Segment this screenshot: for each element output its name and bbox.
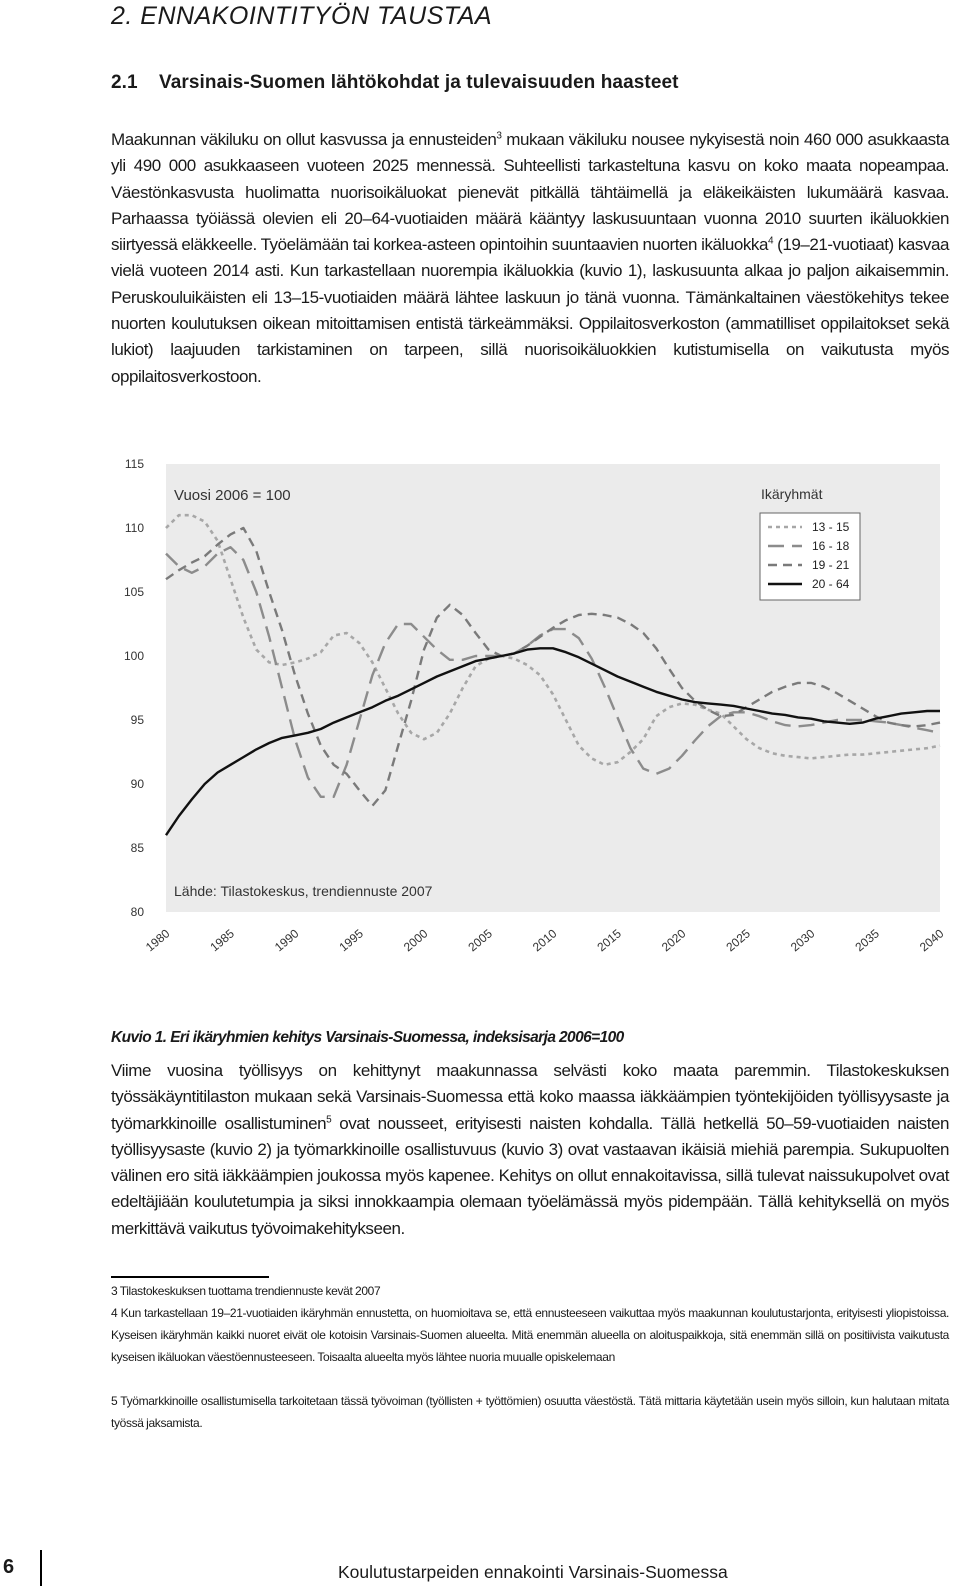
para1-text-c: (19–21-vuotiaat) kasvaa vielä vuoteen 2014 asti. Kun tarkastellaan nuorempia ikäluokkia (kuvio 1), laskusuunta alkaa jo paljon aikaisemmin. Peruskouluikäisten eli 13–15-vuotiaiden määrä lähtee laskuun jo tänä vuonna. Tämänkaltainen väestökehitys tekee nuorten koulutuksen oikean mitoittamisen entistä tärkeämmäksi. Oppilaitosverkoston (ammatilliset oppilaitokset sekä lukiot) laajuuden tarkistaminen on tarpeen, sillä nuorisoikäluokkien kutistumisella on vaikutusta myös oppilaitosverkostoon. (111, 235, 949, 386)
footnote-4: 4 Kun tarkastellaan 19–21-vuotiaiden ikäryhmän ennustetta, on huomioitava se, että ennusteeseen vaikuttaa myös maakunnan koulutustarjonta, erityisesti yliopistoissa. Kyseisen ikäryhmän kaikki nuoret eivät ole kotoisin Varsinais-Suomen alueelta. Mitä enemmän alueella on aloituspaikkoja, sitä enemmän sillä on positiivista vaikutusta kyseisen ikäluokan väestöennusteeseen. Toisaalta alueelta myös lähtee nuoria muualle opiskelemaan (111, 1306, 949, 1364)
x-tick-label: 1985 (207, 926, 237, 955)
legend-label: 13 - 15 (812, 520, 850, 534)
y-tick-label: 115 (124, 457, 144, 471)
chart-source: Lähde: Tilastokeskus, trendiennuste 2007 (174, 883, 433, 899)
x-tick-label: 2035 (852, 926, 882, 955)
legend-label: 19 - 21 (812, 558, 850, 572)
y-tick-label: 105 (123, 585, 144, 599)
x-tick-label: 1990 (271, 926, 302, 955)
legend-label: 16 - 18 (812, 539, 850, 553)
y-tick-label: 85 (130, 841, 144, 855)
para2-text-a: Viime vuosina työllisyys on kehittynyt maakunnassa selvästi koko maata paremmin. Tilastokeskuksen työssäkäyntitilaston mukaan sekä Varsinais-Suomessa että koko maassa iäkkäämpien työntekijöiden työllisyysaste ja työmarkkinoille osallistuminen (111, 1061, 949, 1133)
y-tick-label: 95 (130, 713, 144, 727)
x-tick-label: 2025 (723, 926, 753, 955)
para1-text-a: Maakunnan väkiluku on ollut kasvussa ja ennusteiden (111, 130, 497, 149)
x-tick-label: 1995 (336, 926, 366, 955)
x-tick-label: 2020 (658, 926, 689, 955)
x-tick-label: 2010 (529, 926, 560, 955)
x-axis (143, 926, 947, 954)
x-tick-label: 1980 (142, 926, 173, 955)
body-paragraph-2 (111, 1058, 949, 1242)
x-tick-label: 2015 (594, 926, 624, 955)
line-chart (110, 450, 950, 970)
y-tick-label: 90 (130, 777, 144, 791)
page-number: 6 (3, 1556, 15, 1578)
footnote-ref-5: 5 (326, 1113, 332, 1125)
body-paragraph-1 (111, 127, 949, 390)
x-tick-label: 2040 (916, 926, 947, 955)
y-tick-label: 100 (123, 649, 144, 663)
legend-title: Ikäryhmät (761, 486, 823, 502)
figure-caption: Kuvio 1. Eri ikäryhmien kehitys Varsinais-Suomessa, indeksisarja 2006=100 (111, 1029, 624, 1046)
section-heading (111, 72, 679, 94)
footer-divider (40, 1550, 42, 1586)
x-tick-label: 2005 (465, 926, 495, 955)
para2-text-b: ovat nousseet, erityisesti naisten kohdalla. Tällä hetkellä 50–59-vuotiaiden naisten työllisyysaste (kuvio 2) ja työmarkkinoille osallistuvuus (kuvio 3) ovat vastaavan ikäisiä miehiä parempia. Sukupuolten välinen ero sitä iäkkäämpien joukossa myös kapenee. Kehitys on ollut ennakoitavissa, sillä tulevat naissukupolvet ovat edeltäjiään koulutetumpia ja siksi innokkaampia olemaan työelämässä myös pidempään. Tällä kehityksellä on myös merkittävä vaikutus työvoimakehitykseen. (111, 1113, 950, 1238)
legend (760, 513, 860, 600)
footer-title: Koulutustarpeiden ennakointi Varsinais-Suomessa (338, 1562, 728, 1582)
x-tick-label: 2000 (400, 926, 431, 955)
section-title: Varsinais-Suomen lähtökohdat ja tulevaisuuden haasteet (159, 72, 679, 93)
footnote-ref-4: 4 (767, 235, 774, 247)
chapter-heading: 2. ENNAKOINTITYÖN TAUSTAA (111, 2, 493, 30)
footnote-5: 5 Työmarkkinoille osallistumisella tarkoitetaan tässä työvoiman (työllisten + työttömien) osuutta väestöstä. Tätä mittaria käytetään usein myös silloin, kun halutaan mitata työssä jaksamista. (111, 1394, 949, 1430)
para1-text-b: mukaan väkiluku nousee nykyisestä noin 460 000 asukkaasta yli 490 000 asukkaaseen vuoteen 2025 mennessä. Suhteellisti tarkasteltuna kasvu on koko maata nopeampaa. Väestönkasvusta huolimatta nuorisoikäluokat pienevät pitkällä tähtäimellä ja eläkeikäisten lukumäärä kasvaa. Parhaassa työiässä olevien eli 20–64-vuotiaiden määrä kääntyy laskusuuntaan vuonna 2010 suurten ikäluokkien siirtyessä eläkkeelle. Työelämään tai korkea-asteen opintoihin suuntaavien nuorten ikäluokka (111, 130, 949, 255)
footnote-divider (111, 1276, 269, 1278)
y-axis (124, 457, 144, 919)
section-number: 2.1 (111, 72, 138, 93)
chart-title: Vuosi 2006 = 100 (174, 487, 291, 504)
x-tick-label: 2030 (787, 926, 818, 955)
legend-label: 20 - 64 (812, 577, 850, 591)
footnote-3: 3 Tilastokeskuksen tuottama trendiennuste kevät 2007 (111, 1284, 381, 1298)
y-tick-label: 110 (124, 521, 144, 535)
y-tick-label: 80 (130, 905, 144, 919)
footnote-ref-3: 3 (496, 130, 502, 142)
